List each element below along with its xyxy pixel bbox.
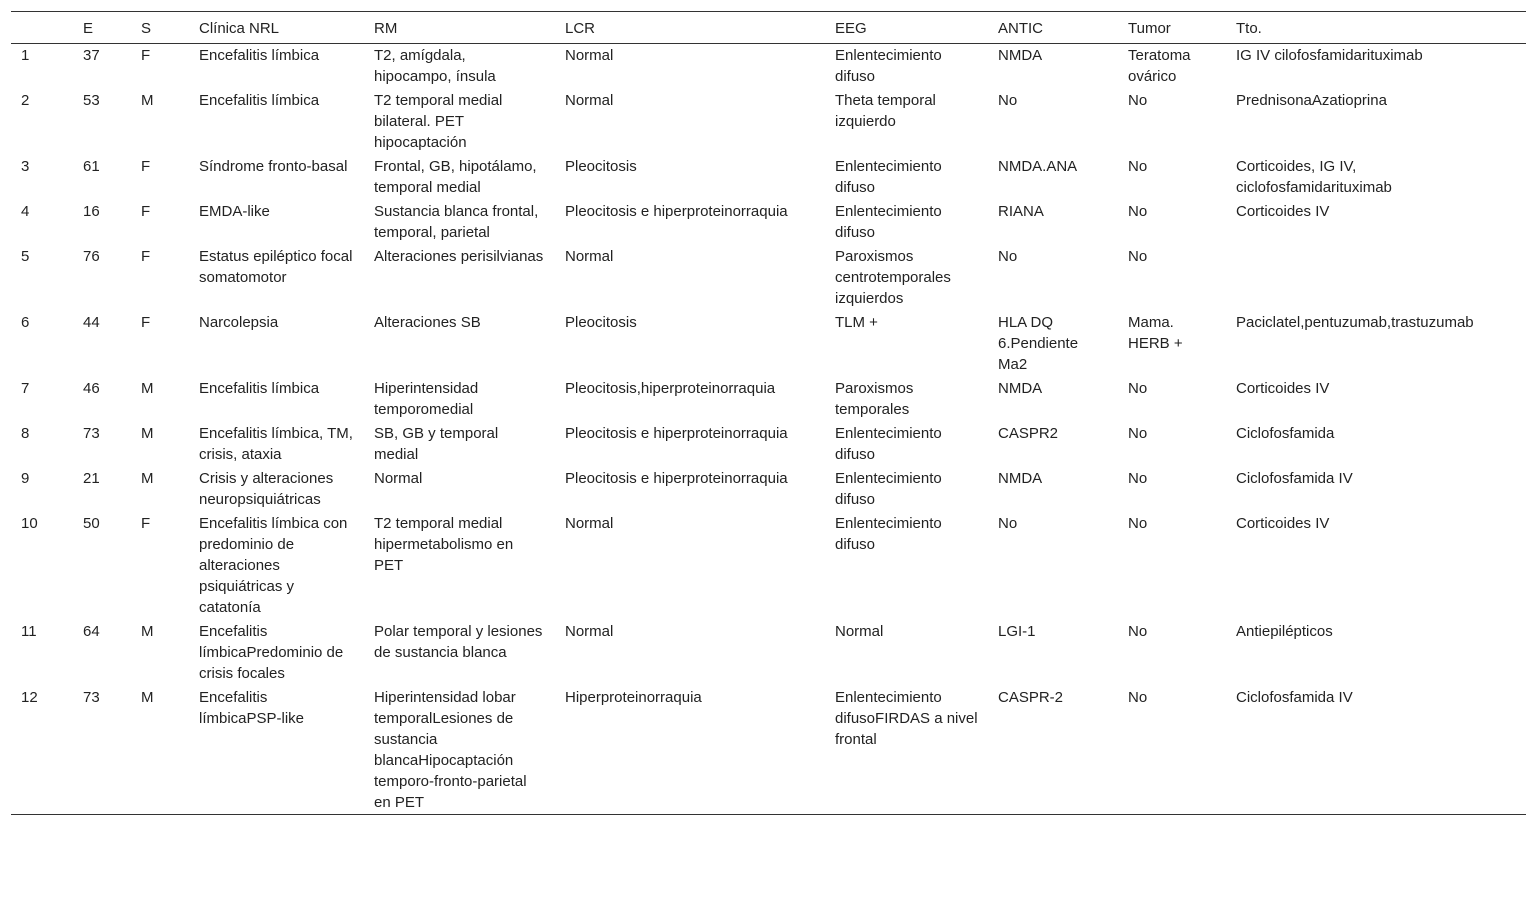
cell-eeg: Enlentecimiento difuso [835,470,942,508]
cell-treatment: Corticoides IV [1236,380,1330,397]
cell-clinical: Narcolepsia [199,314,279,331]
cell-tumor: Teratoma ovárico [1128,47,1191,85]
table-header [11,12,1526,44]
cell-eeg: TLM + [835,314,878,331]
patients-table [11,11,1526,815]
table-row [11,421,1526,466]
cell-treatment [1226,244,1526,310]
cell-tumor: No [1128,689,1148,706]
cell-sex: F [141,248,151,265]
cell-csf: Hiperproteinorraquia [565,689,702,706]
table-row [11,154,1526,199]
cell-clinical: Encefalitis límbica [199,380,320,397]
cell-number: 2 [21,92,30,109]
table-row [11,466,1526,511]
cell-age: 53 [83,92,100,109]
table-row [11,199,1526,244]
header-csf: LCR [565,20,596,37]
cell-sex: F [141,203,151,220]
cell-mri: Frontal, GB, hipotálamo, temporal medial [374,158,537,196]
cell-treatment: Corticoides IV [1236,203,1330,220]
cell-csf: Pleocitosis,hiperproteinorraquia [565,380,776,397]
cell-eeg: Paroxismos centrotemporales izquierdos [835,248,951,307]
cell-mri: T2 temporal medial hipermetabolismo en PET [374,515,514,574]
cell-eeg: Enlentecimiento difuso [835,47,942,85]
cell-eeg: Paroxismos temporales [835,380,914,418]
cell-antibodies: NMDA [998,380,1043,397]
cell-clinical: Encefalitis límbicaPSP-like [199,689,305,727]
cell-age: 16 [83,203,100,220]
cell-age: 46 [83,380,100,397]
cell-antibodies: No [998,248,1018,265]
cell-tumor: No [1128,623,1148,640]
cell-tumor: No [1128,158,1148,175]
cell-antibodies: CASPR2 [998,425,1059,442]
cell-tumor: No [1128,515,1148,532]
cell-sex: F [141,47,151,64]
cell-number: 6 [21,314,30,331]
header-eeg: EEG [835,20,867,37]
cell-age: 61 [83,158,100,175]
header-tumor: Tumor [1128,20,1171,37]
cell-clinical: Encefalitis límbica [199,92,320,109]
cell-antibodies: No [998,515,1018,532]
table-row [11,244,1526,310]
cell-mri: T2, amígdala, hipocampo, ínsula [374,47,496,85]
cell-csf: Normal [565,47,614,64]
cell-mri: Normal [374,470,423,487]
cell-mri: Hiperintensidad temporomedial [374,380,479,418]
cell-treatment: Ciclofosfamida IV [1236,470,1353,487]
header-treatment: Tto. [1236,20,1262,37]
cell-eeg: Enlentecimiento difuso [835,425,942,463]
cell-sex: M [141,425,154,442]
table-row [11,88,1526,154]
cell-antibodies: NMDA [998,470,1043,487]
cell-clinical: Estatus epiléptico focal somatomotor [199,248,353,286]
cell-treatment: PrednisonaAzatioprina [1236,92,1387,109]
cell-mri: T2 temporal medial bilateral. PET hipocaptación [374,92,503,151]
cell-clinical: Encefalitis límbica, TM, crisis, ataxia [199,425,353,463]
cell-sex: M [141,623,154,640]
cell-number: 9 [21,470,30,487]
cell-csf: Pleocitosis [565,314,637,331]
cell-clinical: Encefalitis límbica con predominio de alteraciones psiquiátricas y catatonía [199,515,348,616]
cell-csf: Pleocitosis [565,158,637,175]
cell-antibodies: NMDA.ANA [998,158,1078,175]
cell-number: 11 [21,623,37,640]
cell-eeg: Theta temporal izquierdo [835,92,936,130]
cell-eeg: Enlentecimiento difuso [835,203,942,241]
cell-treatment: Corticoides, IG IV, ciclofosfamidarituximab [1236,158,1392,196]
cell-mri: Polar temporal y lesiones de sustancia blanca [374,623,543,661]
cell-sex: M [141,689,154,706]
cell-sex: M [141,380,154,397]
cell-sex: M [141,92,154,109]
cell-csf: Normal [565,248,614,265]
header-age: E [83,20,94,37]
cell-csf: Normal [565,515,614,532]
cell-antibodies: HLA DQ 6.Pendiente Ma2 [998,314,1079,373]
cell-tumor: No [1128,380,1148,397]
cell-antibodies: LGI-1 [998,623,1036,640]
cell-sex: F [141,158,151,175]
cell-eeg: Enlentecimiento difuso [835,158,942,196]
cell-number: 7 [21,380,30,397]
cell-clinical: Encefalitis límbica [199,47,320,64]
cell-csf: Normal [565,92,614,109]
cell-age: 64 [83,623,100,640]
table-row [11,310,1526,376]
cell-age: 73 [83,425,100,442]
cell-clinical: Crisis y alteraciones neuropsiquiátricas [199,470,334,508]
table-row [11,511,1526,619]
cell-number: 12 [21,689,38,706]
cell-csf: Normal [565,623,614,640]
cell-sex: M [141,470,154,487]
cell-mri: SB, GB y temporal medial [374,425,499,463]
cell-tumor: No [1128,470,1148,487]
table-container [11,11,1526,815]
cell-antibodies: RIANA [998,203,1044,220]
cell-antibodies: NMDA [998,47,1043,64]
table-body [11,44,1526,815]
cell-age: 44 [83,314,100,331]
cell-treatment: Corticoides IV [1236,515,1330,532]
cell-treatment: Antiepilépticos [1236,623,1333,640]
cell-csf: Pleocitosis e hiperproteinorraquia [565,425,788,442]
cell-mri: Sustancia blanca frontal, temporal, parietal [374,203,539,241]
cell-number: 10 [21,515,38,532]
cell-sex: F [141,314,151,331]
cell-treatment: Ciclofosfamida [1236,425,1335,442]
cell-csf: Pleocitosis e hiperproteinorraquia [565,203,788,220]
header-clinical: Clínica NRL [199,20,280,37]
cell-age: 50 [83,515,100,532]
cell-clinical: EMDA-like [199,203,270,220]
cell-number: 1 [21,47,30,64]
cell-mri: Alteraciones perisilvianas [374,248,544,265]
table-row [11,44,1526,89]
cell-tumor: No [1128,203,1148,220]
cell-tumor: Mama. HERB + [1128,314,1183,352]
cell-csf: Pleocitosis e hiperproteinorraquia [565,470,788,487]
header-mri: RM [374,20,398,37]
cell-number: 3 [21,158,30,175]
cell-number: 8 [21,425,30,442]
cell-sex: F [141,515,151,532]
header-sex: S [141,20,152,37]
cell-tumor: No [1128,248,1148,265]
cell-clinical: Síndrome fronto-basal [199,158,348,175]
cell-eeg: Normal [835,623,884,640]
cell-number: 5 [21,248,30,265]
cell-eeg: Enlentecimiento difusoFIRDAS a nivel frontal [835,689,978,748]
cell-age: 37 [83,47,100,64]
cell-clinical: Encefalitis límbicaPredominio de crisis focales [199,623,344,682]
cell-eeg: Enlentecimiento difuso [835,515,942,553]
header-number [11,12,73,44]
table-row [11,685,1526,815]
cell-mri: Hiperintensidad lobar temporalLesiones de sustancia blancaHipocaptación temporo-fronto-parietal en PET [374,689,527,811]
cell-treatment: Paciclatel,pentuzumab,trastuzumab [1236,314,1474,331]
cell-treatment: Ciclofosfamida IV [1236,689,1353,706]
cell-number: 4 [21,203,30,220]
header-row [11,12,1526,44]
table-row [11,619,1526,685]
header-antibodies: ANTIC [998,20,1043,37]
cell-age: 73 [83,689,100,706]
cell-tumor: No [1128,425,1148,442]
cell-treatment: IG IV cilofosfamidarituximab [1236,47,1423,64]
cell-age: 21 [83,470,100,487]
table-row [11,376,1526,421]
cell-tumor: No [1128,92,1148,109]
cell-antibodies: CASPR-2 [998,689,1064,706]
cell-mri: Alteraciones SB [374,314,481,331]
cell-age: 76 [83,248,100,265]
cell-antibodies: No [998,92,1018,109]
